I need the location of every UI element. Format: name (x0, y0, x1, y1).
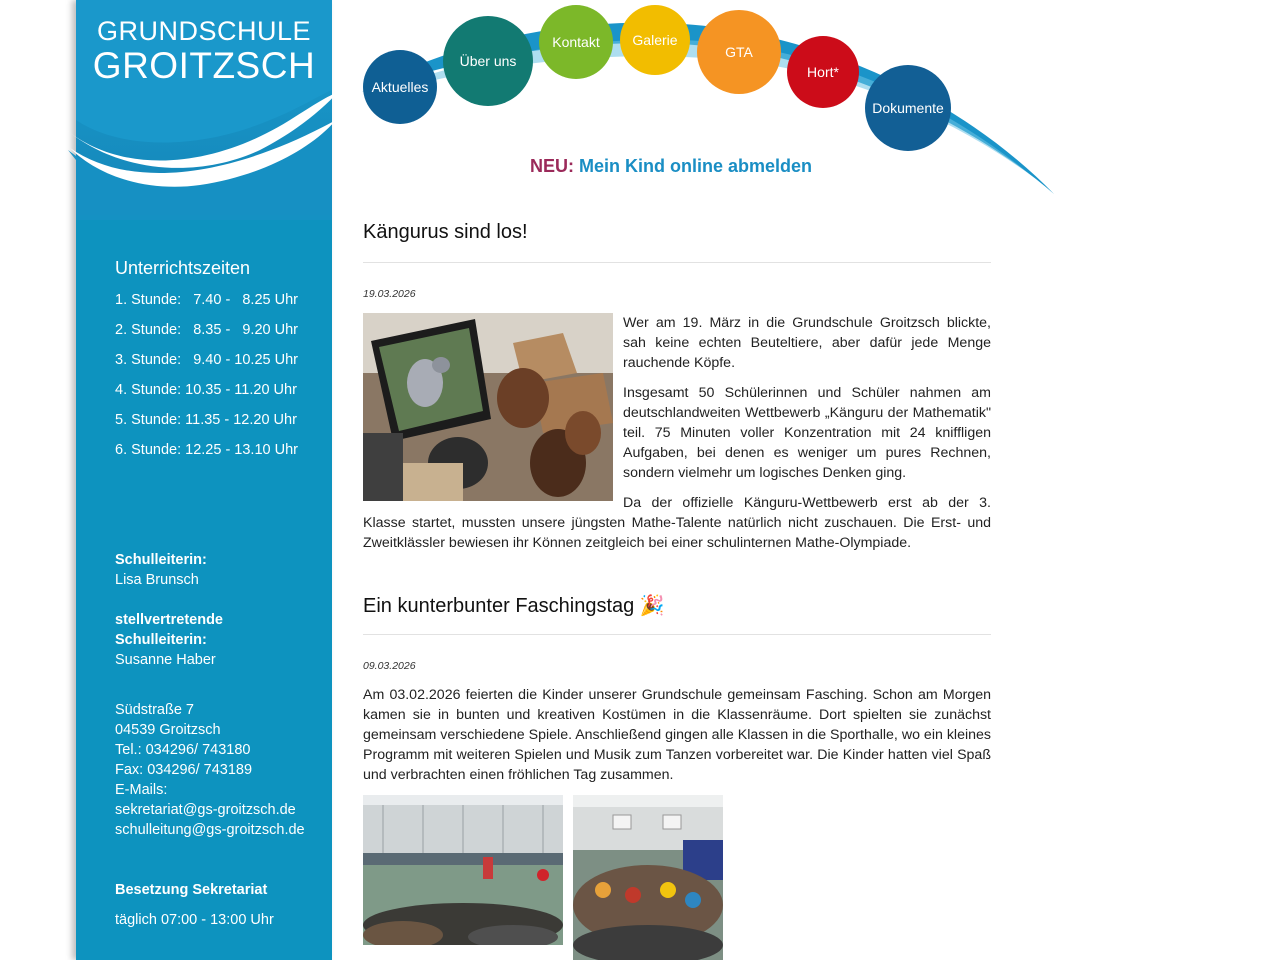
article-2-paragraph-1: Am 03.02.2026 feierten die Kinder unserer Grundschule gemeinsam Fasching. Schon am Morgen kamen sie in bunten und kreativen Kostümen in die Klassenräume. Dort spielten sie zunächst gemeinsam verschiedene Spiele. Anschließend gingen alle Klassen in die Sporthalle, wo ein kleines Programm mit weiteren Spielen und Musik zum Tanzen vorbereitet war. Die Kinder hatten viel Spaß und verbrachten einen fröhlichen Tag zusammen. (363, 687, 991, 783)
article-2-photo-1[interactable] (363, 795, 563, 945)
nav-label-kontakt: Kontakt (552, 34, 600, 50)
article-2-photo-2[interactable] (573, 795, 723, 960)
article-2-divider (363, 634, 991, 635)
school-name-line1: GRUNDSCHULE (96, 16, 312, 46)
head-name: Lisa Brunsch (115, 572, 199, 588)
nav-label-hort: Hort* (807, 64, 839, 80)
article-2-date: 09.03.2026 (363, 660, 416, 672)
address-street: Südstraße 7 (115, 702, 194, 718)
phone-number: Tel.: 034296/ 743180 (115, 742, 251, 758)
lesson-time-6: 6. Stunde: 12.25 - 13.10 Uhr (115, 442, 298, 458)
deputy-name: Susanne Haber (115, 652, 216, 668)
nav-item-ueber-uns[interactable] (443, 16, 533, 106)
lesson-time-4: 4. Stunde: 10.35 - 11.20 Uhr (115, 382, 297, 398)
school-name-logo[interactable] (76, 18, 332, 84)
article-1-body (363, 313, 991, 553)
article-1-title[interactable]: Kängurus sind los! (363, 221, 528, 243)
unsubscribe-child-link[interactable]: Mein Kind online abmelden (579, 156, 813, 176)
lesson-time-2: 2. Stunde: 8.35 - 9.20 Uhr (115, 322, 298, 338)
classroom-photo-image (363, 313, 613, 501)
lesson-time-3: 3. Stunde: 9.40 - 10.25 Uhr (115, 352, 298, 368)
nav-label-galerie: Galerie (632, 32, 678, 48)
lesson-times-list (115, 290, 298, 470)
nav-label-aktuelles: Aktuelles (371, 79, 429, 95)
email-head-link[interactable]: schulleitung@gs-groitzsch.de (115, 822, 305, 838)
nav-label-gta: GTA (725, 44, 753, 60)
emails-label: E-Mails: (115, 782, 168, 798)
main-navigation (332, 0, 1092, 210)
gym-photo-2-image (573, 795, 723, 960)
nav-label-ueber-uns: Über uns (459, 53, 517, 69)
article-1-photo[interactable] (363, 313, 613, 501)
lesson-times-title: Unterrichtszeiten (115, 258, 251, 278)
lesson-time-5: 5. Stunde: 11.35 - 12.20 Uhr (115, 412, 297, 428)
office-hours-label: Besetzung Sekretariat (115, 882, 268, 898)
nav-item-aktuelles[interactable] (363, 50, 437, 124)
deputy-label-2: Schulleiterin: (115, 632, 207, 648)
article-1-divider (363, 262, 991, 263)
head-label: Schulleiterin: (115, 552, 207, 568)
lesson-time-1: 1. Stunde: 7.40 - 8.25 Uhr (115, 292, 298, 308)
announcement-prefix: NEU: (530, 156, 574, 176)
nav-item-dokumente[interactable] (865, 65, 951, 151)
nav-item-galerie[interactable] (620, 5, 690, 75)
office-hours: täglich 07:00 - 13:00 Uhr (115, 912, 274, 928)
nav-item-kontakt[interactable] (539, 5, 613, 79)
article-1-paragraph-3: Da der offizielle Känguru-Wettbewerb erst ab der 3. Klasse startet, mussten unsere jüngsten Mathe-Talente natürlich nicht zuschauen. Die Erst- und Zweitklässler bewiesen ihr Können zeitgleich bei einer schulinternen Mathe-Olympiade. (363, 495, 991, 551)
article-1-paragraph-2: Insgesamt 50 Schülerinnen und Schüler nahmen am deutschlandweiten Wettbewerb „Känguru der Mathematik" teil. 75 Minuten voller Konzentration mit 24 kniffligen Aufgaben, bei denen es weniger um pures Rechnen, sondern vielmehr um logisches Denken ging. (623, 385, 991, 481)
article-1-paragraph-1: Wer am 19. März in die Grundschule Groitzsch blickte, sah keine echten Beuteltiere, aber dafür jede Menge rauchende Köpfe. (623, 315, 991, 371)
fax-number: Fax: 034296/ 743189 (115, 762, 253, 778)
gym-photo-1-image (363, 795, 563, 945)
nav-label-dokumente: Dokumente (872, 100, 944, 116)
article-2-title[interactable]: Ein kunterbunter Faschingstag 🎉 (363, 595, 665, 617)
nav-item-gta[interactable] (697, 10, 781, 94)
school-name-line2: GROITZSCH (92, 45, 316, 86)
email-office-link[interactable]: sekretariat@gs-groitzsch.de (115, 802, 296, 818)
announcement (530, 156, 812, 177)
article-1-date: 19.03.2026 (363, 288, 416, 300)
deputy-label-1: stellvertretende (115, 612, 223, 628)
nav-item-hort[interactable] (787, 36, 859, 108)
address-city: 04539 Groitzsch (115, 722, 221, 738)
